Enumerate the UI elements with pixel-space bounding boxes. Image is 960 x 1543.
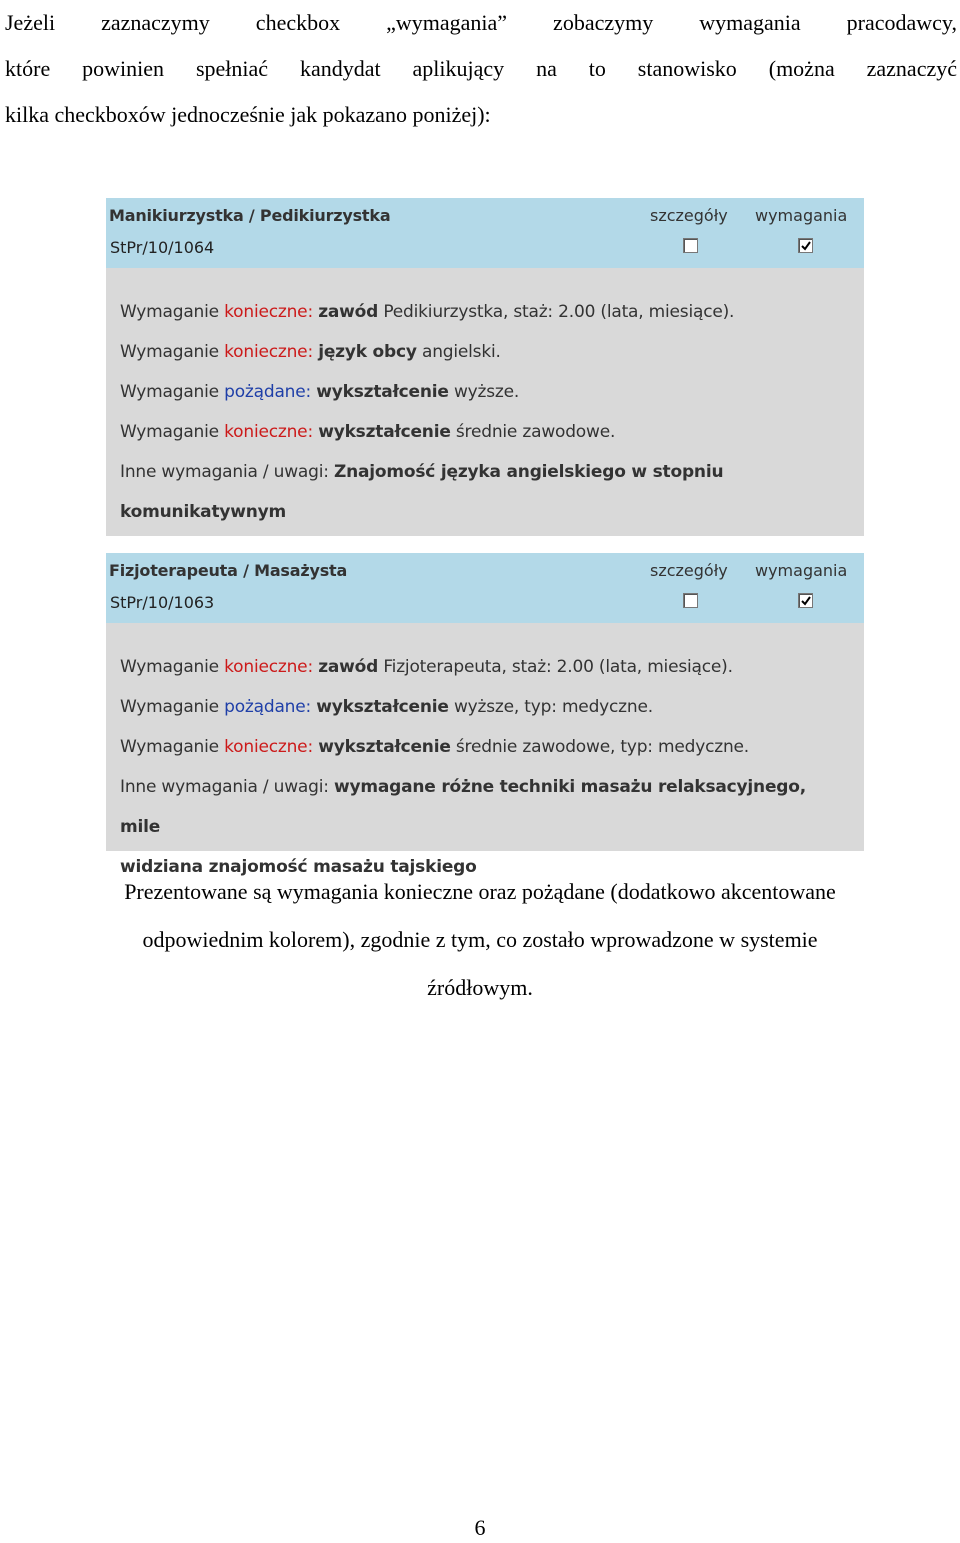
checkmark-icon bbox=[800, 240, 812, 252]
requirement-value: Pedikiurzystka, staż: 2.00 (lata, miesiące). bbox=[383, 302, 735, 322]
requirement-level: pożądane: bbox=[224, 697, 312, 717]
requirement-value: angielski. bbox=[421, 342, 501, 362]
requirements-list bbox=[106, 268, 864, 550]
intro-line: które powinien spełniać kandydat aplikujący na to stanowisko (można zaznaczyć bbox=[5, 56, 957, 81]
details-label: szczegóły bbox=[650, 206, 728, 225]
requirement-value: Fizjoterapeuta, staż: 2.00 (lata, miesiące). bbox=[383, 657, 733, 677]
requirement-item: Wymaganie konieczne: zawód Pedikiurzystka, staż: 2.00 (lata, miesiące). bbox=[120, 302, 735, 322]
requirement-level: konieczne: bbox=[224, 342, 313, 362]
summary-line: źródłowym. bbox=[427, 975, 533, 1000]
other-requirements: Inne wymagania / uwagi: wymagane różne techniki masażu relaksacyjnego, mile bbox=[120, 777, 806, 837]
requirement-value: wyższe. bbox=[453, 382, 520, 402]
other-requirements-cont: komunikatywnym bbox=[120, 502, 287, 522]
requirements-checkbox[interactable] bbox=[798, 238, 813, 253]
job-offer-card bbox=[106, 198, 864, 536]
details-label: szczegóły bbox=[650, 561, 728, 580]
intro-line: Jeżeli zaznaczymy checkbox „wymagania” zobaczymy wymagania pracodawcy, bbox=[5, 10, 957, 35]
requirements-checkbox[interactable] bbox=[798, 593, 813, 608]
other-requirements-cont: widziana znajomość masażu tajskiego bbox=[120, 857, 477, 877]
requirement-item: Wymaganie konieczne: wykształcenie średnie zawodowe, typ: medyczne. bbox=[120, 737, 750, 757]
summary-paragraph bbox=[0, 868, 960, 1012]
requirement-value: wyższe, typ: medyczne. bbox=[453, 697, 653, 717]
job-offer-card bbox=[106, 553, 864, 877]
job-code: StPr/10/1064 bbox=[110, 238, 215, 257]
requirement-field: wykształcenie bbox=[316, 697, 449, 717]
requirement-field: język obcy bbox=[318, 342, 417, 362]
intro-line: kilka checkboxów jednocześnie jak pokazano poniżej): bbox=[5, 102, 491, 127]
requirement-value: średnie zawodowe, typ: medyczne. bbox=[455, 737, 750, 757]
intro-paragraph bbox=[5, 0, 957, 138]
requirement-level: konieczne: bbox=[224, 422, 313, 442]
requirement-value: średnie zawodowe. bbox=[455, 422, 616, 442]
requirement-level: konieczne: bbox=[224, 737, 313, 757]
job-offer-header bbox=[106, 553, 864, 623]
details-checkbox[interactable] bbox=[683, 593, 698, 608]
summary-line: odpowiednim kolorem), zgodnie z tym, co zostało wprowadzone w systemie bbox=[142, 927, 818, 952]
requirements-label: wymagania bbox=[755, 561, 848, 580]
requirement-field: zawód bbox=[318, 657, 379, 677]
requirement-field: wykształcenie bbox=[318, 422, 451, 442]
job-title-link[interactable]: Fizjoterapeuta / Masażysta bbox=[109, 561, 348, 580]
requirement-level: pożądane: bbox=[224, 382, 312, 402]
job-offer-header bbox=[106, 198, 864, 268]
requirements-label: wymagania bbox=[755, 206, 848, 225]
requirement-item: Wymaganie konieczne: zawód Fizjoterapeuta, staż: 2.00 (lata, miesiące). bbox=[120, 657, 733, 677]
requirement-field: wykształcenie bbox=[316, 382, 449, 402]
other-requirements: Inne wymagania / uwagi: Znajomość języka angielskiego w stopniu bbox=[120, 462, 724, 482]
summary-line: Prezentowane są wymagania konieczne oraz pożądane (dodatkowo akcentowane bbox=[124, 879, 836, 904]
page-number: 6 bbox=[474, 1515, 486, 1540]
requirement-level: konieczne: bbox=[224, 657, 313, 677]
details-checkbox[interactable] bbox=[683, 238, 698, 253]
requirement-level: konieczne: bbox=[224, 302, 313, 322]
job-code: StPr/10/1063 bbox=[110, 593, 215, 612]
requirement-field: wykształcenie bbox=[318, 737, 451, 757]
requirement-item: Wymaganie konieczne: język obcy angielski. bbox=[120, 342, 501, 362]
requirement-item: Wymaganie pożądane: wykształcenie wyższe, typ: medyczne. bbox=[120, 697, 653, 717]
checkmark-icon bbox=[800, 595, 812, 607]
job-title-link[interactable]: Manikiurzystka / Pedikiurzystka bbox=[109, 206, 391, 225]
requirement-item: Wymaganie pożądane: wykształcenie wyższe. bbox=[120, 382, 520, 402]
requirement-item: Wymaganie konieczne: wykształcenie średnie zawodowe. bbox=[120, 422, 616, 442]
requirements-list bbox=[106, 623, 864, 905]
requirement-field: zawód bbox=[318, 302, 379, 322]
